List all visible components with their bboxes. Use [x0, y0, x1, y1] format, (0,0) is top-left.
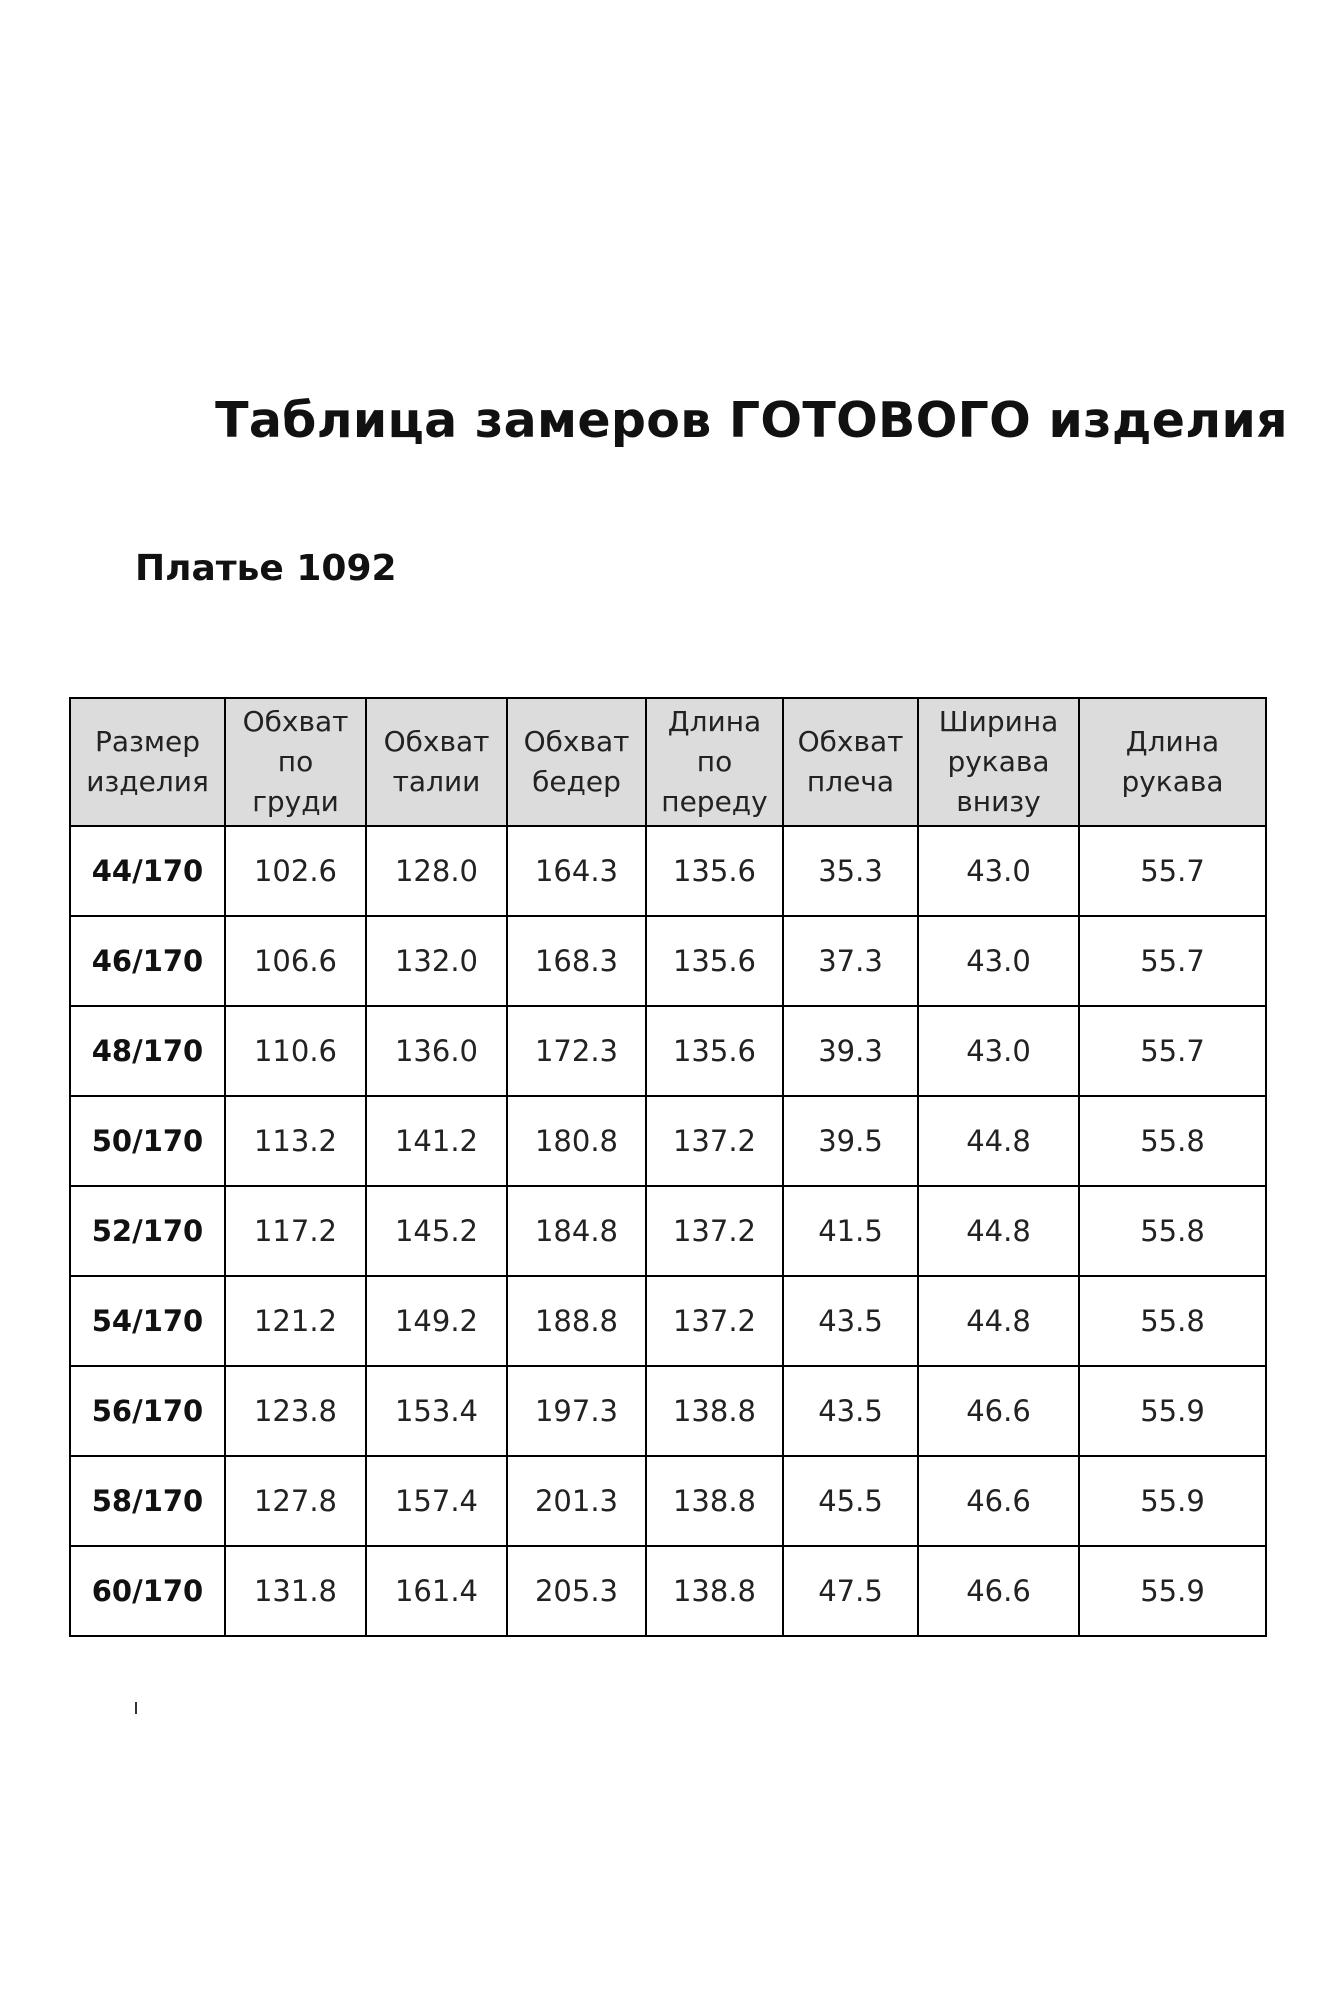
cell-front-length: 137.2	[646, 1186, 783, 1276]
header-waist	[366, 698, 507, 826]
table-header	[70, 698, 1266, 826]
cell-chest: 121.2	[225, 1276, 366, 1366]
header-line: изделия	[86, 765, 209, 798]
cell-shoulder: 35.3	[783, 826, 918, 916]
cell-chest: 106.6	[225, 916, 366, 1006]
header-line: рукава	[1121, 765, 1224, 798]
cell-sleeve-width: 43.0	[918, 826, 1079, 916]
cell-waist: 128.0	[366, 826, 507, 916]
header-line: бедер	[532, 765, 621, 798]
table-row	[70, 826, 1266, 916]
cell-sleeve-width: 44.8	[918, 1096, 1079, 1186]
cell-chest: 117.2	[225, 1186, 366, 1276]
header-line: груди	[252, 785, 339, 818]
cell-hips: 184.8	[507, 1186, 646, 1276]
cell-sleeve-width: 46.6	[918, 1366, 1079, 1456]
header-line: Длина	[1125, 725, 1220, 758]
cell-front-length: 135.6	[646, 826, 783, 916]
table-row	[70, 1366, 1266, 1456]
page-title: Таблица замеров ГОТОВОГО изделия	[215, 392, 1288, 449]
header-line: внизу	[956, 785, 1041, 818]
cell-waist: 149.2	[366, 1276, 507, 1366]
cell-waist: 161.4	[366, 1546, 507, 1636]
cell-sleeve-length: 55.9	[1079, 1366, 1266, 1456]
table-body	[70, 826, 1266, 1636]
cell-shoulder: 41.5	[783, 1186, 918, 1276]
header-sleeve-length	[1079, 698, 1266, 826]
cell-shoulder: 39.3	[783, 1006, 918, 1096]
cell-shoulder: 43.5	[783, 1276, 918, 1366]
cell-hips: 197.3	[507, 1366, 646, 1456]
cell-sleeve-width: 44.8	[918, 1186, 1079, 1276]
header-front-length	[646, 698, 783, 826]
header-sleeve-width	[918, 698, 1079, 826]
header-line: Обхват	[242, 705, 349, 738]
cell-waist: 145.2	[366, 1186, 507, 1276]
cell-hips: 180.8	[507, 1096, 646, 1186]
table-row	[70, 1546, 1266, 1636]
cell-size: 48/170	[70, 1006, 225, 1096]
header-shoulder	[783, 698, 918, 826]
cell-size: 56/170	[70, 1366, 225, 1456]
cell-waist: 136.0	[366, 1006, 507, 1096]
cell-size: 60/170	[70, 1546, 225, 1636]
cell-size: 46/170	[70, 916, 225, 1006]
header-size	[70, 698, 225, 826]
cell-size: 52/170	[70, 1186, 225, 1276]
header-line: Обхват	[797, 725, 904, 758]
table-row	[70, 1456, 1266, 1546]
table-row	[70, 1096, 1266, 1186]
cell-waist: 153.4	[366, 1366, 507, 1456]
header-line: плеча	[806, 765, 895, 798]
cell-size: 58/170	[70, 1456, 225, 1546]
cell-chest: 131.8	[225, 1546, 366, 1636]
cell-size: 44/170	[70, 826, 225, 916]
table-row	[70, 1276, 1266, 1366]
cell-shoulder: 37.3	[783, 916, 918, 1006]
cell-shoulder: 47.5	[783, 1546, 918, 1636]
cell-front-length: 135.6	[646, 916, 783, 1006]
cell-front-length: 137.2	[646, 1276, 783, 1366]
header-row	[70, 698, 1266, 826]
cell-hips: 188.8	[507, 1276, 646, 1366]
table-row	[70, 916, 1266, 1006]
cell-sleeve-length: 55.9	[1079, 1546, 1266, 1636]
cell-front-length: 135.6	[646, 1006, 783, 1096]
cell-sleeve-length: 55.7	[1079, 916, 1266, 1006]
cell-sleeve-width: 46.6	[918, 1456, 1079, 1546]
cell-chest: 102.6	[225, 826, 366, 916]
header-line: рукава	[947, 745, 1050, 778]
cell-hips: 201.3	[507, 1456, 646, 1546]
product-name: Платье 1092	[135, 548, 397, 589]
cell-sleeve-length: 55.8	[1079, 1276, 1266, 1366]
cell-front-length: 138.8	[646, 1546, 783, 1636]
stray-mark	[135, 1702, 137, 1714]
cell-sleeve-width: 43.0	[918, 1006, 1079, 1096]
cell-waist: 157.4	[366, 1456, 507, 1546]
table-row	[70, 1006, 1266, 1096]
cell-chest: 123.8	[225, 1366, 366, 1456]
cell-hips: 164.3	[507, 826, 646, 916]
cell-chest: 113.2	[225, 1096, 366, 1186]
header-line: по	[277, 745, 314, 778]
header-line: переду	[661, 785, 768, 818]
header-line: талии	[392, 765, 481, 798]
cell-waist: 141.2	[366, 1096, 507, 1186]
cell-sleeve-length: 55.7	[1079, 1006, 1266, 1096]
header-chest	[225, 698, 366, 826]
header-hips	[507, 698, 646, 826]
cell-sleeve-width: 43.0	[918, 916, 1079, 1006]
cell-sleeve-length: 55.9	[1079, 1456, 1266, 1546]
header-line: по	[696, 745, 733, 778]
cell-hips: 205.3	[507, 1546, 646, 1636]
cell-front-length: 137.2	[646, 1096, 783, 1186]
cell-chest: 127.8	[225, 1456, 366, 1546]
header-line: Обхват	[383, 725, 490, 758]
header-line: Ширина	[938, 705, 1059, 738]
cell-hips: 168.3	[507, 916, 646, 1006]
header-line: Размер	[94, 725, 201, 758]
cell-waist: 132.0	[366, 916, 507, 1006]
cell-shoulder: 45.5	[783, 1456, 918, 1546]
cell-size: 54/170	[70, 1276, 225, 1366]
cell-sleeve-width: 44.8	[918, 1276, 1079, 1366]
cell-hips: 172.3	[507, 1006, 646, 1096]
table-row	[70, 1186, 1266, 1276]
cell-front-length: 138.8	[646, 1366, 783, 1456]
header-line: Длина	[667, 705, 762, 738]
cell-size: 50/170	[70, 1096, 225, 1186]
cell-front-length: 138.8	[646, 1456, 783, 1546]
header-line: Обхват	[523, 725, 630, 758]
cell-sleeve-length: 55.8	[1079, 1186, 1266, 1276]
cell-shoulder: 39.5	[783, 1096, 918, 1186]
cell-shoulder: 43.5	[783, 1366, 918, 1456]
measurements-table	[69, 697, 1267, 1637]
cell-sleeve-length: 55.8	[1079, 1096, 1266, 1186]
cell-chest: 110.6	[225, 1006, 366, 1096]
cell-sleeve-length: 55.7	[1079, 826, 1266, 916]
cell-sleeve-width: 46.6	[918, 1546, 1079, 1636]
